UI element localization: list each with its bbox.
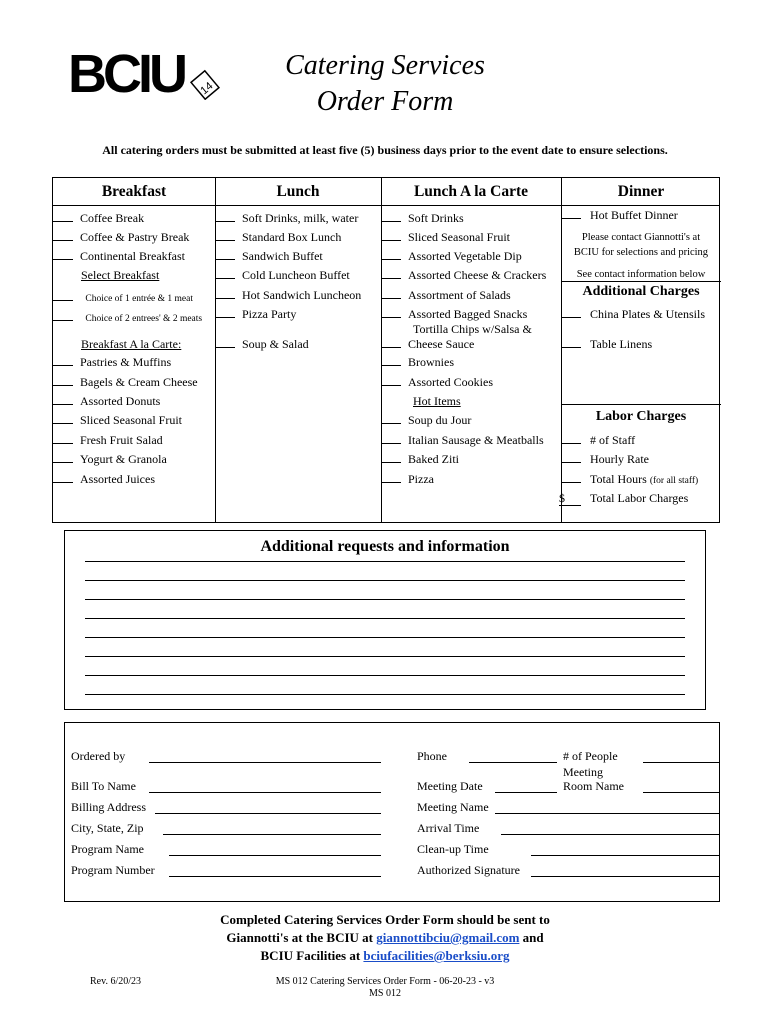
- breakfast-heading: Breakfast: [101, 183, 167, 200]
- bill-to-name-label: Bill To Name: [71, 779, 136, 793]
- breakfast-alacarte-item[interactable]: Yogurt & Granola: [53, 452, 167, 466]
- bciu-logo: [68, 48, 220, 100]
- breakfast-item[interactable]: Coffee Break: [53, 211, 144, 225]
- program-name-label: Program Name: [71, 842, 144, 856]
- tortilla-line-1: Tortilla Chips w/Salsa &: [413, 322, 532, 336]
- facilities-email-link[interactable]: bciufacilities@berksiu.org: [363, 948, 510, 963]
- program-number-label: Program Number: [71, 863, 155, 877]
- meeting-date-field[interactable]: [495, 792, 557, 793]
- request-line[interactable]: [85, 599, 685, 600]
- revision-date: Rev. 6/20/23: [90, 976, 142, 987]
- cleanup-time-label: Clean-up Time: [417, 842, 489, 856]
- submission-instructions: [0, 911, 770, 965]
- breakfast-alacarte-item[interactable]: Fresh Fruit Salad: [53, 433, 163, 447]
- lunch-item[interactable]: Soft Drinks, milk, water: [215, 211, 358, 225]
- meeting-name-label: Meeting Name: [417, 800, 489, 814]
- lunch-alacarte-heading: Lunch A la Carte: [413, 183, 529, 200]
- lunch-alacarte-item[interactable]: Assortment of Salads: [381, 288, 511, 302]
- arrival-time-label: Arrival Time: [417, 821, 480, 835]
- breakfast-alacarte-item[interactable]: Assorted Juices: [53, 472, 155, 486]
- additional-charges-heading: Additional Charges: [582, 284, 700, 299]
- breakfast-item[interactable]: Coffee & Pastry Break: [53, 230, 189, 244]
- total-labor-charges[interactable]: $ Total Labor Charges: [559, 491, 689, 505]
- arrival-time-field[interactable]: [501, 834, 719, 835]
- dinner-divider: [561, 281, 721, 282]
- title-line-2: Order Form: [316, 86, 454, 117]
- logo-text: BCIU: [68, 48, 184, 100]
- lunch-item[interactable]: Soup & Salad: [215, 337, 309, 351]
- hot-buffet-dinner[interactable]: Hot Buffet Dinner: [561, 208, 678, 222]
- request-line[interactable]: [85, 675, 685, 676]
- footer-line-3: BCIU Facilities at bciufacilities@berksiu.org: [260, 948, 510, 963]
- breakfast-select-item[interactable]: Choice of 2 entrees' & 2 meats: [53, 310, 202, 326]
- meeting-room-field[interactable]: [643, 792, 719, 793]
- breakfast-alacarte-item[interactable]: Sliced Seasonal Fruit: [53, 413, 182, 427]
- breakfast-item[interactable]: Continental Breakfast: [53, 249, 185, 263]
- labor-item[interactable]: # of Staff: [561, 433, 635, 447]
- additional-requests-box: [64, 530, 706, 710]
- breakfast-alacarte-item[interactable]: Bagels & Cream Cheese: [53, 375, 198, 389]
- lunch-alacarte-item[interactable]: Assorted Cookies: [381, 375, 493, 389]
- cleanup-time-field[interactable]: [531, 855, 719, 856]
- submission-notice: All catering orders must be submitted at least five (5) business days prior to the event date to ensure selections.: [102, 143, 668, 157]
- phone-field[interactable]: [469, 762, 557, 763]
- breakfast-select-item[interactable]: Choice of 1 entrée & 1 meat: [53, 290, 193, 306]
- lunch-alacarte-item[interactable]: Brownies: [381, 355, 454, 369]
- request-line[interactable]: [85, 656, 685, 657]
- hot-item[interactable]: Italian Sausage & Meatballs: [381, 433, 544, 447]
- form-number: MS 012 Catering Services Order Form - 06-20-23 - v3 MS 012: [275, 976, 495, 999]
- additional-charge-item[interactable]: Table Linens: [561, 337, 652, 351]
- lunch-item[interactable]: Standard Box Lunch: [215, 230, 341, 244]
- lunch-item[interactable]: Pizza Party: [215, 307, 296, 321]
- people-field[interactable]: [643, 762, 719, 763]
- contact-note: Please contact Giannotti's at BCIU for selections and pricing: [573, 232, 709, 258]
- ordered-by-field[interactable]: [149, 762, 381, 763]
- dinner-heading: Dinner: [617, 183, 665, 200]
- lunch-item[interactable]: Sandwich Buffet: [215, 249, 323, 263]
- logo-number: 14: [198, 80, 216, 98]
- footer-line-2: Giannotti's at the BCIU at giannottibciu@gmail.com and: [226, 930, 544, 945]
- hot-item[interactable]: Soup du Jour: [381, 413, 471, 427]
- lunch-alacarte-item[interactable]: Soft Drinks: [381, 211, 464, 225]
- bill-to-name-field[interactable]: [149, 792, 381, 793]
- additional-charge-item[interactable]: China Plates & Utensils: [561, 307, 705, 321]
- additional-requests-heading: Additional requests and information: [260, 538, 510, 555]
- dinner-divider: [561, 404, 721, 405]
- breakfast-alacarte-item[interactable]: Pastries & Muffins: [53, 355, 171, 369]
- title-line-1: Catering Services: [285, 50, 485, 81]
- lunch-alacarte-item[interactable]: Assorted Cheese & Crackers: [381, 268, 546, 282]
- page-title: [220, 48, 550, 120]
- breakfast-alacarte-item[interactable]: Assorted Donuts: [53, 394, 160, 408]
- lunch-alacarte-item[interactable]: Assorted Vegetable Dip: [381, 249, 522, 263]
- lunch-item[interactable]: Hot Sandwich Luncheon: [215, 288, 361, 302]
- meeting-name-field[interactable]: [495, 813, 719, 814]
- labor-item[interactable]: Total Hours (for all staff): [561, 472, 698, 488]
- breakfast-alacarte-label: Breakfast A la Carte:: [81, 337, 182, 351]
- hot-item[interactable]: Pizza: [381, 472, 434, 486]
- labor-item[interactable]: Hourly Rate: [561, 452, 649, 466]
- city-state-zip-field[interactable]: [163, 834, 381, 835]
- lunch-alacarte-item[interactable]: Cheese Sauce: [381, 337, 474, 351]
- meeting-date-label: Meeting Date: [417, 779, 483, 793]
- select-breakfast-label: Select Breakfast: [81, 268, 160, 282]
- program-name-field[interactable]: [169, 855, 381, 856]
- billing-address-field[interactable]: [155, 813, 381, 814]
- menu-table: [52, 177, 720, 523]
- meeting-room-label: Meeting Room Name: [563, 765, 624, 793]
- request-line[interactable]: [85, 637, 685, 638]
- request-line[interactable]: [85, 580, 685, 581]
- order-info-box: [64, 722, 720, 902]
- phone-label: Phone: [417, 749, 447, 763]
- see-contact-note: See contact information below: [576, 269, 706, 280]
- program-number-field[interactable]: [169, 876, 381, 877]
- header-divider: [53, 205, 719, 206]
- giannotti-email-link[interactable]: giannottibciu@gmail.com: [376, 930, 520, 945]
- authorized-signature-label: Authorized Signature: [417, 863, 520, 877]
- request-line[interactable]: [85, 694, 685, 695]
- lunch-alacarte-item[interactable]: Sliced Seasonal Fruit: [381, 230, 510, 244]
- labor-charges-heading: Labor Charges: [595, 409, 687, 424]
- hot-item[interactable]: Baked Ziti: [381, 452, 459, 466]
- request-line[interactable]: [85, 618, 685, 619]
- lunch-alacarte-item[interactable]: Assorted Bagged Snacks: [381, 307, 527, 321]
- hot-items-label: Hot Items: [413, 394, 461, 408]
- request-line[interactable]: [85, 561, 685, 562]
- lunch-heading: Lunch: [276, 183, 320, 200]
- people-label: # of People: [563, 749, 618, 763]
- ordered-by-label: Ordered by: [71, 749, 126, 763]
- city-state-zip-label: City, State, Zip: [71, 821, 144, 835]
- authorized-signature-field[interactable]: [531, 876, 719, 877]
- billing-address-label: Billing Address: [71, 800, 147, 814]
- footer-line-1: Completed Catering Services Order Form should be sent to: [220, 912, 550, 927]
- lunch-item[interactable]: Cold Luncheon Buffet: [215, 268, 350, 282]
